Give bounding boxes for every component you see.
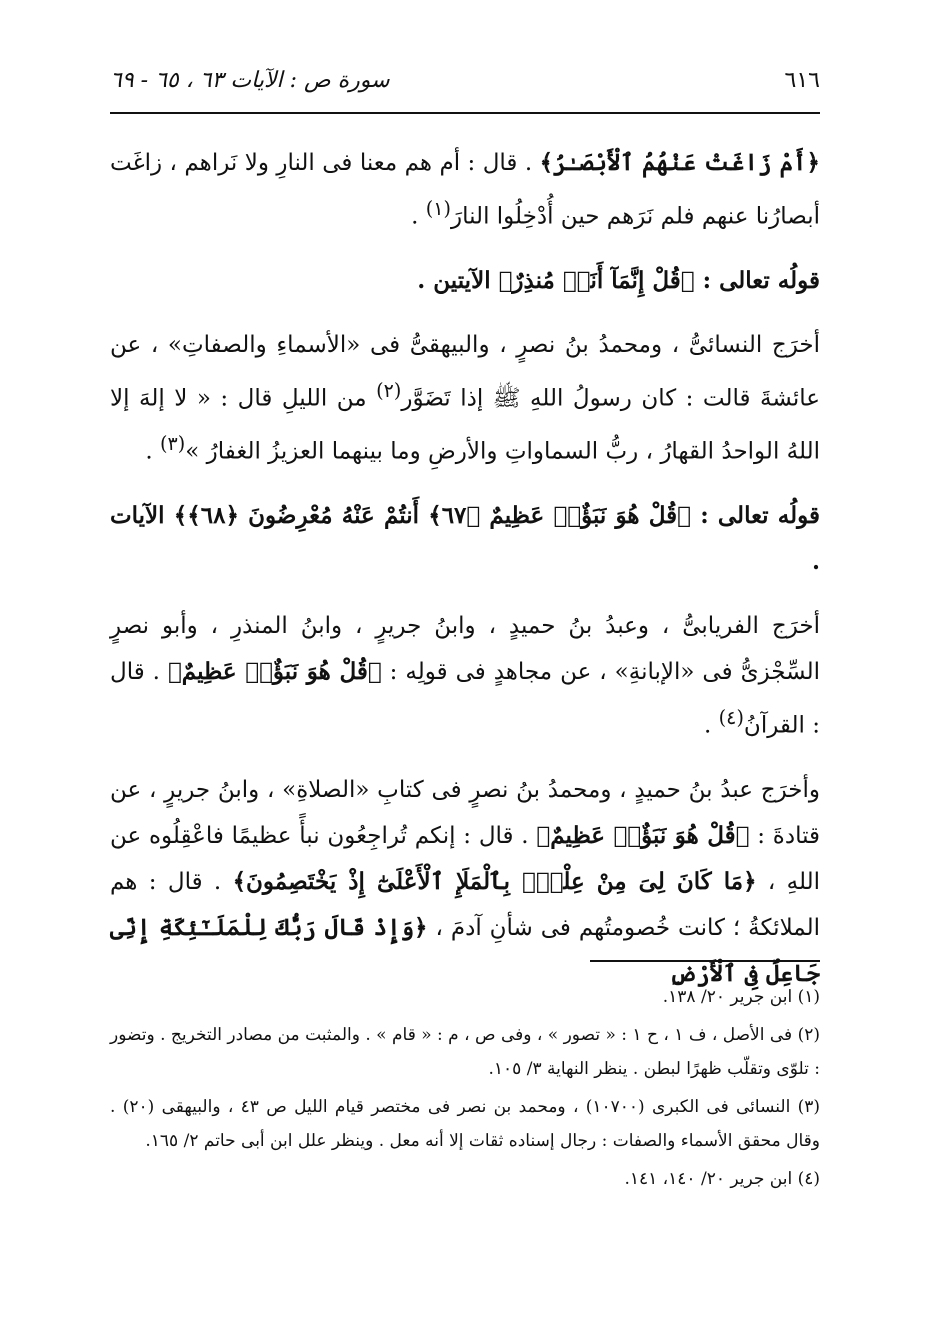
text: الآيتين . [417,266,491,294]
running-title: سورة ص : الآيات ٦٣ ، ٦٥ - ٦٩ [110,67,390,93]
footnote-ref: (٣) [159,432,186,456]
text: الآيات . [110,501,820,575]
footnote-ref: (٤) [718,705,744,729]
main-text [110,140,820,1015]
text: . قال : إنكم تُراجِعُون نبأً عظيمًا فاعْقِلُوه عن اللهِ ، [110,822,820,895]
text: . قال : هم الملائكةُ ؛ كانت خُصومتُهم فى شأنِ آدمَ ، [110,868,820,941]
quran-verse: ﴿وَإِذْ قَالَ رَبُّكَ لِلْمَلَـٰٓئِكَةِ إِنِّى جَاعِلٌ فِى ٱلْأَرْضِ [110,913,820,987]
footnote-ref: (١) [425,197,451,220]
heading-label: قولُه تعالى : [702,266,820,294]
heading-verse-2 [110,493,820,585]
text: . [411,203,419,230]
page-number: ٦١٦ [784,67,820,93]
footnote-ref: (٢) [376,378,402,402]
paragraph-4 [110,767,820,997]
text: . قال : القرآنُ [110,658,820,739]
text: . [145,438,153,465]
paragraph-1 [110,140,820,240]
paragraph-3 [110,603,820,749]
footnote-2: (٢) فى الأصل ، ف ١ ، ح ١ : « تصور » ، وفى ص ، م : « قام » . والمثبت من مصادر التخريج . وتضور : تلوّى وتقلّب ظهرًا لبطن . ينظر النهاية ٣/ ١٠٥. [110,1025,821,1079]
quran-verse: ﴿قُلْ هُوَ نَبَؤٌا۟ عَظِيمٌ ﴿٦٧﴾ أَنتُمْ عَنْهُ مُعْرِضُونَ ﴿٦٨﴾﴾ [173,501,691,529]
footnote-3: (٣) النسائى فى الكبرى (١٠٧٠٠) ، ومحمد بن نصر فى مختصر قيام الليل ص ٤٣ ، والبيهقى (٢٠) . وقال محقق الأسماء والصفات : رجال إسناده ثقات إلا أنه معل . وينظر علل ابن أبى حاتم ٢/ ١٦٥. [110,1097,821,1151]
quran-verse: ﴿مَا كَانَ لِىَ مِنْ عِلْمٍۭ بِٱلْمَلَإِ ٱلْأَعْلَىٰٓ إِذْ يَخْتَصِمُونَ﴾ [232,867,757,895]
header-divider [110,112,820,114]
heading-label: قولُه تعالى : [700,501,820,529]
paragraph-2 [110,322,820,475]
quran-verse: ﴿قُلْ هُوَ نَبَؤٌا۟ عَظِيمٌ﴾ [536,821,750,849]
quran-verse: ﴿قُلْ إِنَّمَآ أَنَا۠ مُنذِرٌ﴾ [498,266,695,294]
text: أخرَج النسائىُّ ، ومحمدُ بنُ نصرٍ ، والبيهقىُّ فى «الأسماءِ والصفاتِ» ، عن عائشةَ قالت : كان رسولُ اللهِ ﷺ إذا تَضَوَّر [110,331,821,412]
quran-verse: ﴿قُلْ هُوَ نَبَؤٌا۟ عَظِيمٌ﴾ [167,657,382,685]
text: وأخرَج عبدُ بنُ حميدٍ ، ومحمدُ بنُ نصرٍ فى كتابِ «الصلاةِ» ، وابنُ جريرٍ ، عن قتادةَ : [110,776,821,849]
footnote-1: (١) ابن جرير ٢٠/ ١٣٨. [662,987,820,1007]
running-header [110,60,820,100]
text: . [704,712,712,739]
heading-verse-1 [110,258,820,304]
footnote-divider [590,960,820,962]
text: أخرَج الفريابىُّ ، وعبدُ بنُ حميدٍ ، وابنُ جريرٍ ، وابنُ المنذرِ ، وأبو نصرٍ السِّجْزىُّ فى «الإبانةِ» ، عن مجاهدٍ فى قولِه : [110,612,821,685]
quran-verse: ﴿أَمْ زَاغَتْ عَنْهُمُ ٱلْأَبْصَـٰرُ﴾ [539,149,821,176]
footnote-4: (٤) ابن جرير ٢٠/ ١٤٠، ١٤١. [624,1169,820,1189]
text: من الليلِ قال : « لا إلهَ إلا اللهُ الواحدُ القهارُ ، ربُّ السماواتِ والأرضِ وما بينهما العزيزُ الغفارُ » [110,385,820,465]
text: . قال : أم هم معنا فى النارِ ولا نَراهم ، زاغَت أبصارُنا عنهم فلم نَرَهم حين أُدْخِلُوا النارَ [110,150,820,230]
footnotes [110,980,820,1200]
